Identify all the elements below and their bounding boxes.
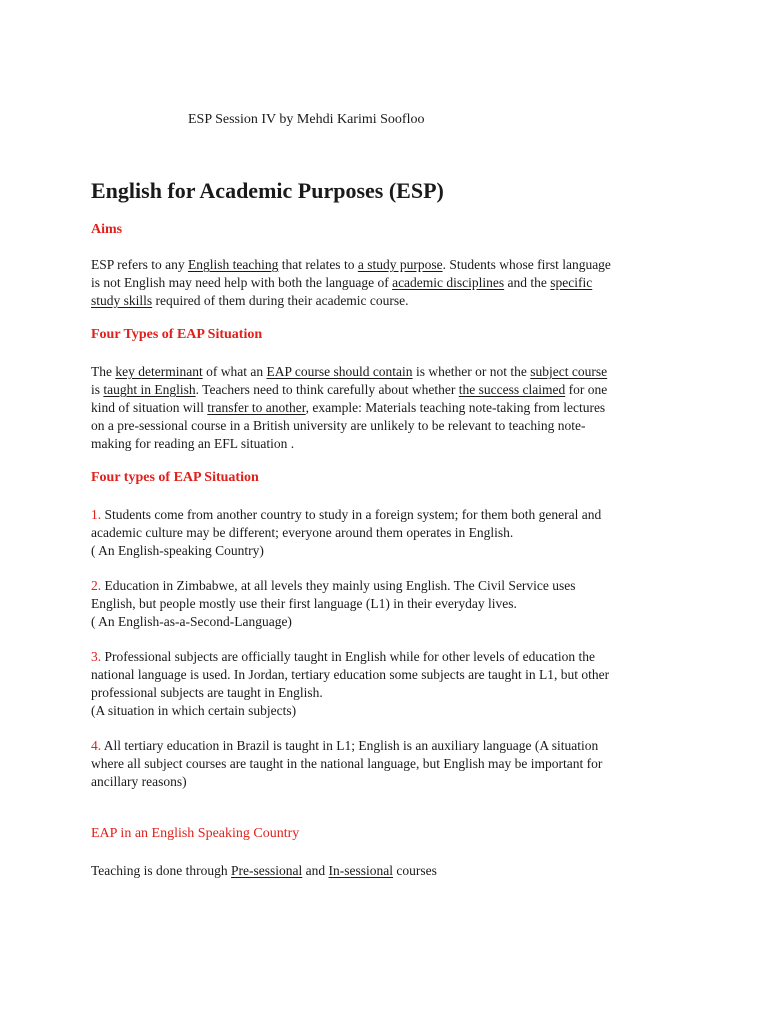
text-line xyxy=(91,862,681,880)
text-line xyxy=(91,577,681,595)
text-line: making for reading an EFL situation . xyxy=(91,436,295,451)
text-span: All tertiary education in Brazil is taught in L1; English is an auxiliary language (A situation xyxy=(101,738,599,753)
text-line xyxy=(91,648,681,666)
underlined-term: subject course xyxy=(530,364,608,379)
text-span: of what an xyxy=(202,364,267,379)
text-span: The xyxy=(91,364,116,379)
text-line: academic culture may be different; everyone around them operates in English. xyxy=(91,525,514,540)
underlined-term: In-sessional xyxy=(328,863,394,878)
text-span: Students come from another country to study in a foreign system; for them both general and xyxy=(101,507,602,522)
underlined-term: academic disciplines xyxy=(392,275,505,290)
text-span: Professional subjects are officially taught in English while for other levels of education the xyxy=(101,649,595,664)
list-item-1 xyxy=(91,506,681,560)
text-line: where all subject courses are taught in the national language, but English may be important for xyxy=(91,756,603,771)
text-span: and xyxy=(302,863,329,878)
text-line xyxy=(91,737,681,755)
text-line xyxy=(91,399,681,417)
text-span: for one xyxy=(565,382,608,397)
text-span: Teaching is done through xyxy=(91,863,232,878)
text-line xyxy=(91,274,681,292)
underlined-term: key determinant xyxy=(115,364,203,379)
text-span: and the xyxy=(504,275,551,290)
text-span: courses xyxy=(393,863,437,878)
underlined-term: Pre-sessional xyxy=(231,863,303,878)
underlined-term: specific xyxy=(550,275,593,290)
text-span: Education in Zimbabwe, at all levels they mainly using English. The Civil Service uses xyxy=(101,578,576,593)
underlined-term: a study purpose xyxy=(357,257,443,272)
text-line xyxy=(91,292,681,310)
text-span: is xyxy=(91,382,104,397)
text-line: ( An English-as-a-Second-Language) xyxy=(91,614,292,629)
underlined-term: the success claimed xyxy=(458,382,566,397)
underlined-term: taught in English xyxy=(103,382,196,397)
text-line xyxy=(91,363,681,381)
text-line: ( An English-speaking Country) xyxy=(91,543,264,558)
text-line: English, but people mostly use their first language (L1) in their everyday lives. xyxy=(91,596,517,611)
text-span: is not English may need help with both the language of xyxy=(91,275,393,290)
text-span: ESP refers to any xyxy=(91,257,188,272)
list-item-4 xyxy=(91,737,681,791)
aims-paragraph xyxy=(91,256,681,310)
text-line: (A situation in which certain subjects) xyxy=(91,703,297,718)
text-line xyxy=(91,506,681,524)
page-header: ESP Session IV by Mehdi Karimi Soofloo xyxy=(188,112,425,127)
item-number: 3. xyxy=(91,649,102,664)
text-span: . Students whose first language xyxy=(442,257,611,272)
text-line: professional subjects are taught in English. xyxy=(91,685,323,700)
page-title: English for Academic Purposes (ESP) xyxy=(91,178,444,203)
underlined-term: EAP course should contain xyxy=(266,364,413,379)
four-types-list-heading: Four types of EAP Situation xyxy=(91,470,259,485)
aims-heading: Aims xyxy=(91,222,123,237)
text-line: national language is used. In Jordan, tertiary education some subjects are taught in L1, but other xyxy=(91,667,610,682)
text-span: required of them during their academic course. xyxy=(152,293,409,308)
list-item-3 xyxy=(91,648,681,720)
eap-country-paragraph xyxy=(91,862,681,880)
text-span: . Teachers need to think carefully about whether xyxy=(195,382,459,397)
four-types-heading: Four Types of EAP Situation xyxy=(91,327,263,342)
text-line: on a pre-sessional course in a British university are unlikely to be relevant to teaching note- xyxy=(91,418,586,433)
item-number: 1. xyxy=(91,507,102,522)
eap-country-heading: EAP in an English Speaking Country xyxy=(91,826,300,841)
text-line xyxy=(91,256,681,274)
underlined-term: English teaching xyxy=(187,257,279,272)
text-span: that relates to xyxy=(278,257,358,272)
text-line xyxy=(91,381,681,399)
item-number: 2. xyxy=(91,578,102,593)
text-span: is whether or not the xyxy=(412,364,531,379)
underlined-term: study skills xyxy=(91,293,153,308)
underlined-term: transfer to another xyxy=(207,400,306,415)
text-line: ancillary reasons) xyxy=(91,774,187,789)
list-item-2 xyxy=(91,577,681,631)
text-span: kind of situation will xyxy=(91,400,208,415)
text-span: , example: Materials teaching note-taking from lectures xyxy=(305,400,606,415)
four-types-paragraph xyxy=(91,363,681,453)
item-number: 4. xyxy=(91,738,102,753)
